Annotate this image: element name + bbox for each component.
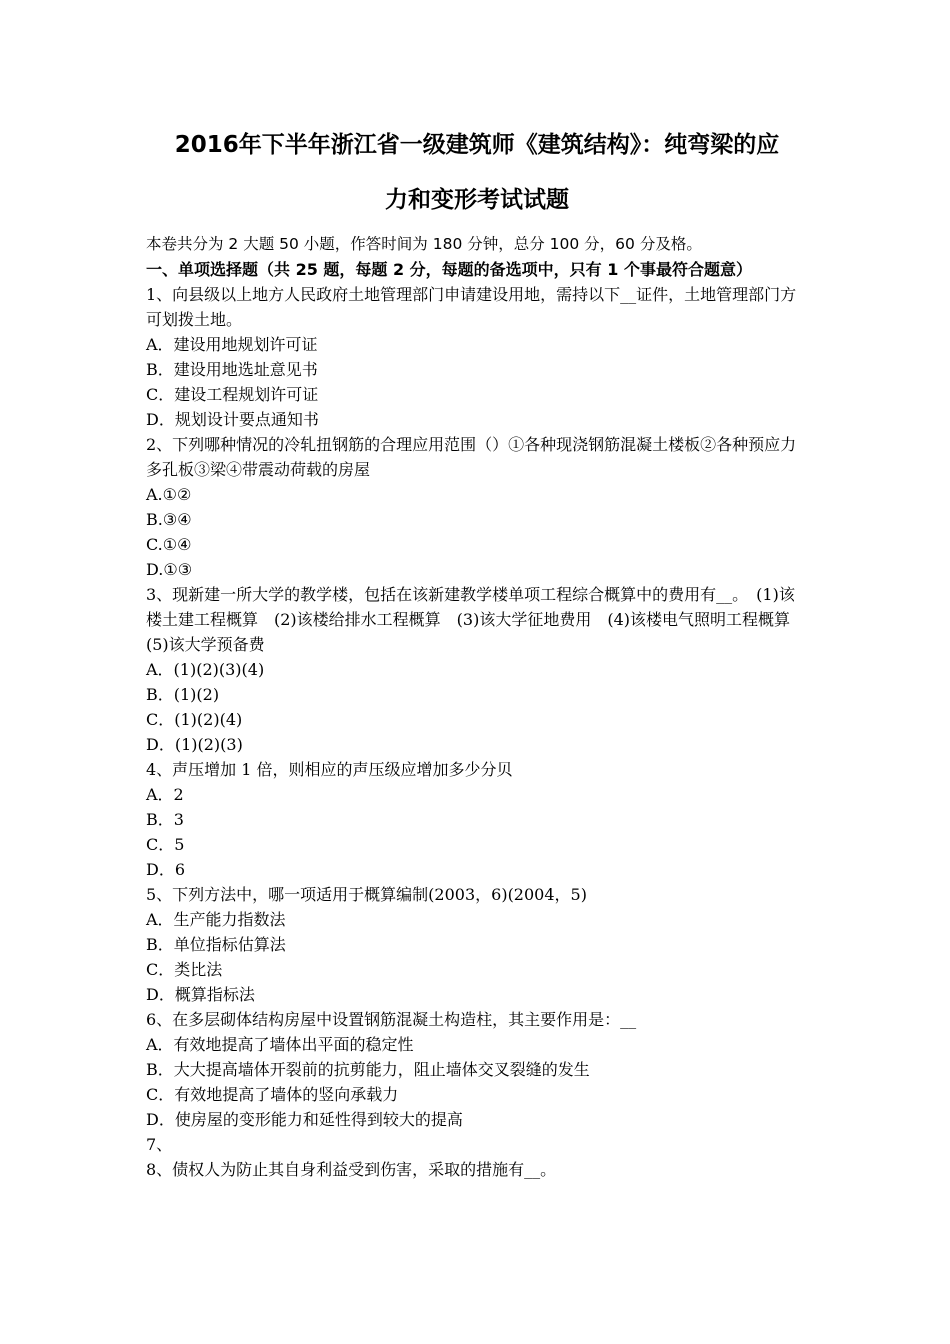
question-stem: 6、在多层砌体结构房屋中设置钢筋混凝土构造柱，其主要作用是：__: [146, 1010, 637, 1029]
section-heading: 一、单项选择题（共 25 题，每题 2 分，每题的备选项中，只有 1 个事最符合题意）: [146, 260, 752, 279]
question-item: [146, 1132, 808, 1157]
answer-option: A．2: [146, 785, 184, 804]
answer-option: D．(1)(2)(3): [146, 735, 243, 754]
answer-option: C．类比法: [146, 960, 223, 979]
title-line-1: 2016年下半年浙江省一级建筑师《建筑结构》：纯弯梁的应: [174, 132, 780, 158]
answer-option: A．有效地提高了墙体出平面的稳定性: [146, 1035, 414, 1054]
answer-option: C．建设工程规划许可证: [146, 385, 319, 404]
answer-option: B．(1)(2): [146, 685, 220, 704]
answer-option: D.①③: [146, 560, 193, 579]
document-title: [146, 118, 808, 228]
question-item: [146, 282, 808, 432]
answer-option: B．建设用地选址意见书: [146, 360, 318, 379]
exam-intro: 本卷共分为 2 大题 50 小题，作答时间为 180 分钟，总分 100 分，60 分及格。: [146, 235, 702, 253]
question-stem: 7、: [146, 1135, 173, 1154]
answer-option: C．5: [146, 835, 185, 854]
answer-option: D．规划设计要点通知书: [146, 410, 319, 429]
answer-option: A．(1)(2)(3)(4): [146, 660, 265, 679]
answer-option: D．使房屋的变形能力和延性得到较大的提高: [146, 1110, 463, 1129]
question-item: [146, 757, 808, 882]
answer-option: A．建设用地规划许可证: [146, 335, 318, 354]
question-stem: 2、下列哪种情况的冷轧扭钢筋的合理应用范围（）①各种现浇钢筋混凝土楼板②各种预应力多孔板③梁④带震动荷载的房屋: [146, 435, 797, 479]
question-item: [146, 432, 808, 582]
answer-option: C．(1)(2)(4): [146, 710, 243, 729]
answer-option: B．3: [146, 810, 184, 829]
question-stem: 1、向县级以上地方人民政府土地管理部门申请建设用地，需持以下__证件，土地管理部门方可划拨土地。: [146, 285, 797, 329]
question-item: [146, 1157, 808, 1182]
answer-option: D．6: [146, 860, 186, 879]
question-stem: 5、下列方法中，哪一项适用于概算编制(2003，6)(2004，5): [146, 885, 587, 904]
answer-option: B．大大提高墙体开裂前的抗剪能力，阻止墙体交叉裂缝的发生: [146, 1060, 590, 1079]
question-list: [146, 282, 808, 1182]
answer-option: A．生产能力指数法: [146, 910, 286, 929]
question-item: [146, 882, 808, 1007]
question-stem: 3、现新建一所大学的教学楼，包括在该新建教学楼单项工程综合概算中的费用有__。 (1)该楼土建工程概算 (2)该楼给排水工程概算 (3)该大学征地费用 (4)该楼电气照明工程概算 (5)该大学预备费: [146, 585, 807, 654]
question-item: [146, 1007, 808, 1132]
title-line-2: 力和变形考试试题: [385, 187, 569, 213]
question-stem: 4、声压增加 1 倍，则相应的声压级应增加多少分贝: [146, 760, 513, 779]
question-item: [146, 582, 808, 757]
answer-option: C．有效地提高了墙体的竖向承载力: [146, 1085, 399, 1104]
answer-option: A.①②: [146, 485, 192, 504]
answer-option: D．概算指标法: [146, 985, 255, 1004]
answer-option: C.①④: [146, 535, 192, 554]
answer-option: B.③④: [146, 510, 192, 529]
question-stem: 8、债权人为防止其自身利益受到伤害，采取的措施有__。: [146, 1160, 557, 1179]
answer-option: B．单位指标估算法: [146, 935, 286, 954]
